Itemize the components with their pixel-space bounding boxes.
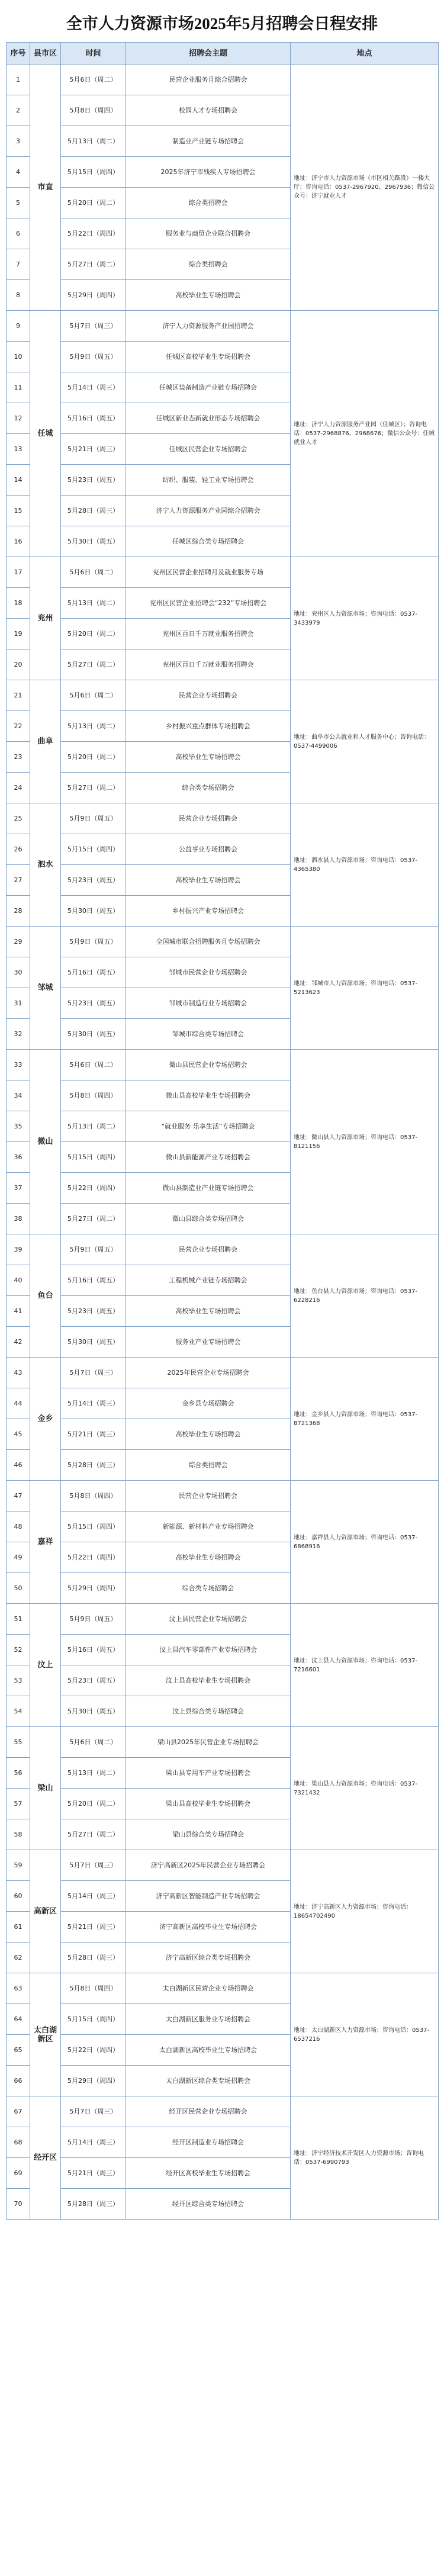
time-cell: 5月7日（周三） bbox=[61, 1850, 126, 1881]
time-cell: 5月23日（周五） bbox=[61, 865, 126, 896]
row-number: 21 bbox=[7, 680, 30, 711]
topic-cell: 太白湖新区服务业专场招聘会 bbox=[126, 2004, 291, 2035]
address-cell: 地址：微山县人力资源市场；咨询电话：0537-8121156 bbox=[291, 1050, 439, 1234]
topic-cell: 邹城市民营企业专场招聘会 bbox=[126, 957, 291, 988]
table-row bbox=[7, 65, 439, 95]
topic-cell: 民营企业专场招聘会 bbox=[126, 803, 291, 834]
table-row bbox=[7, 2096, 439, 2127]
topic-cell: 纺织、服装、轻工业专场招聘会 bbox=[126, 465, 291, 496]
time-cell: 5月23日（周五） bbox=[61, 1296, 126, 1327]
time-cell: 5月9日（周五） bbox=[61, 1604, 126, 1635]
time-cell: 5月28日（周三） bbox=[61, 2189, 126, 2220]
time-cell: 5月9日（周五） bbox=[61, 342, 126, 372]
topic-cell: 汶上县汽车零部件产业专场招聘会 bbox=[126, 1635, 291, 1665]
table-row bbox=[7, 311, 439, 342]
row-number: 19 bbox=[7, 619, 30, 649]
row-number: 54 bbox=[7, 1696, 30, 1727]
time-cell: 5月9日（周五） bbox=[61, 927, 126, 957]
topic-cell: 任城区民营企业专场招聘会 bbox=[126, 434, 291, 465]
time-cell: 5月14日（周三） bbox=[61, 1388, 126, 1419]
topic-cell: 2025年民营企业专场招聘会 bbox=[126, 1358, 291, 1388]
time-cell: 5月8日（周四） bbox=[61, 1973, 126, 2004]
address-cell: 地址：嘉祥县人力资源市场；咨询电话：0537-6868916 bbox=[291, 1481, 439, 1604]
topic-cell: 任城区新业态新就业形态专场招聘会 bbox=[126, 403, 291, 434]
time-cell: 5月16日（周五） bbox=[61, 403, 126, 434]
header-county: 县市区 bbox=[30, 43, 61, 65]
row-number: 62 bbox=[7, 1943, 30, 1973]
time-cell: 5月23日（周五） bbox=[61, 988, 126, 1019]
time-cell: 5月20日（周二） bbox=[61, 1789, 126, 1819]
topic-cell: 梁山县2025年民营企业专场招聘会 bbox=[126, 1727, 291, 1758]
topic-cell: 太白湖新区综合类专场招聘会 bbox=[126, 2066, 291, 2096]
row-number: 13 bbox=[7, 434, 30, 465]
address-cell: 地址：梁山县人力资源市场；咨询电话：0537-7321432 bbox=[291, 1727, 439, 1850]
row-number: 64 bbox=[7, 2004, 30, 2035]
row-number: 67 bbox=[7, 2096, 30, 2127]
topic-cell: 金乡县专场招聘会 bbox=[126, 1388, 291, 1419]
time-cell: 5月22日（周四） bbox=[61, 1542, 126, 1573]
time-cell: 5月14日（周三） bbox=[61, 2127, 126, 2158]
address-cell: 地址：汶上县人力资源市场；咨询电话：0537-7216601 bbox=[291, 1604, 439, 1727]
topic-cell: 梁山县综合类专场招聘会 bbox=[126, 1819, 291, 1850]
table-row bbox=[7, 1358, 439, 1388]
topic-cell: 高校毕业生专场招聘会 bbox=[126, 742, 291, 773]
row-number: 3 bbox=[7, 126, 30, 157]
time-cell: 5月30日（周五） bbox=[61, 526, 126, 557]
row-number: 9 bbox=[7, 311, 30, 342]
row-number: 24 bbox=[7, 773, 30, 803]
time-cell: 5月16日（周五） bbox=[61, 1635, 126, 1665]
topic-cell: 济宁高新区高校毕业生专场招聘会 bbox=[126, 1912, 291, 1943]
topic-cell: 高校毕业生专场招聘会 bbox=[126, 280, 291, 311]
topic-cell: 校园人才专场招聘会 bbox=[126, 95, 291, 126]
county-cell: 梁山 bbox=[30, 1727, 61, 1850]
topic-cell: 兖州区民营企业招聘会“232”专场招聘会 bbox=[126, 588, 291, 619]
table-row bbox=[7, 1050, 439, 1080]
row-number: 31 bbox=[7, 988, 30, 1019]
address-cell: 地址：泗水县人力资源市场；咨询电话：0537-4365380 bbox=[291, 803, 439, 927]
time-cell: 5月15日（周四） bbox=[61, 834, 126, 865]
time-cell: 5月28日（周三） bbox=[61, 1450, 126, 1481]
row-number: 66 bbox=[7, 2066, 30, 2096]
topic-cell: 汶上县综合类专场招聘会 bbox=[126, 1696, 291, 1727]
time-cell: 5月28日（周三） bbox=[61, 1943, 126, 1973]
topic-cell: 新能源、新材料产业专场招聘会 bbox=[126, 1511, 291, 1542]
time-cell: 5月9日（周五） bbox=[61, 803, 126, 834]
row-number: 28 bbox=[7, 896, 30, 927]
time-cell: 5月20日（周二） bbox=[61, 742, 126, 773]
time-cell: 5月6日（周二） bbox=[61, 1050, 126, 1080]
time-cell: 5月16日（周五） bbox=[61, 1265, 126, 1296]
row-number: 69 bbox=[7, 2158, 30, 2189]
county-cell: 任城 bbox=[30, 311, 61, 557]
time-cell: 5月20日（周二） bbox=[61, 619, 126, 649]
header-time: 时间 bbox=[61, 43, 126, 65]
topic-cell: 工程机械产业链专场招聘会 bbox=[126, 1265, 291, 1296]
time-cell: 5月29日（周四） bbox=[61, 1573, 126, 1604]
time-cell: 5月27日（周二） bbox=[61, 1819, 126, 1850]
row-number: 17 bbox=[7, 557, 30, 588]
topic-cell: 任城区综合类专场招聘会 bbox=[126, 526, 291, 557]
topic-cell: 太白湖新区高校毕业生专场招聘会 bbox=[126, 2035, 291, 2066]
county-cell: 微山 bbox=[30, 1050, 61, 1234]
time-cell: 5月13日（周二） bbox=[61, 588, 126, 619]
time-cell: 5月8日（周四） bbox=[61, 1080, 126, 1111]
county-cell: 金乡 bbox=[30, 1358, 61, 1481]
time-cell: 5月7日（周三） bbox=[61, 2096, 126, 2127]
address-cell: 地址：兖州区人力资源市场；咨询电话：0537-3433979 bbox=[291, 557, 439, 680]
time-cell: 5月6日（周二） bbox=[61, 680, 126, 711]
row-number: 52 bbox=[7, 1635, 30, 1665]
topic-cell: 民营企业专场招聘会 bbox=[126, 1234, 291, 1265]
time-cell: 5月20日（周二） bbox=[61, 188, 126, 218]
row-number: 11 bbox=[7, 372, 30, 403]
topic-cell: 经开区民营企业专场招聘会 bbox=[126, 2096, 291, 2127]
time-cell: 5月6日（周二） bbox=[61, 557, 126, 588]
row-number: 41 bbox=[7, 1296, 30, 1327]
topic-cell: 综合类招聘会 bbox=[126, 1450, 291, 1481]
address-cell: 地址：济宁市人力资源市场（市区相关路段）一楼大厅；咨询电话：0537-2967920、2967936；微信公众号：济宁就业人才 bbox=[291, 65, 439, 311]
time-cell: 5月22日（周四） bbox=[61, 218, 126, 249]
time-cell: 5月13日（周二） bbox=[61, 1758, 126, 1789]
topic-cell: 服务业与商贸企业联合招聘会 bbox=[126, 218, 291, 249]
time-cell: 5月30日（周五） bbox=[61, 1019, 126, 1050]
county-cell: 兖州 bbox=[30, 557, 61, 680]
table-row bbox=[7, 927, 439, 957]
row-number: 60 bbox=[7, 1881, 30, 1912]
time-cell: 5月21日（周三） bbox=[61, 1419, 126, 1450]
row-number: 10 bbox=[7, 342, 30, 372]
topic-cell: 邹城市综合类专场招聘会 bbox=[126, 1019, 291, 1050]
table-row bbox=[7, 803, 439, 834]
row-number: 51 bbox=[7, 1604, 30, 1635]
address-cell: 地址：金乡县人力资源市场；咨询电话：0537-8721368 bbox=[291, 1358, 439, 1481]
row-number: 68 bbox=[7, 2127, 30, 2158]
topic-cell: “就业服务 乐享生活”专场招聘会 bbox=[126, 1111, 291, 1142]
topic-cell: 太白湖新区民营企业专场招聘会 bbox=[126, 1973, 291, 2004]
row-number: 50 bbox=[7, 1573, 30, 1604]
address-cell: 地址：曲阜市公共就业和人才服务中心；咨询电话：0537-4499006 bbox=[291, 680, 439, 803]
table-row bbox=[7, 1727, 439, 1758]
county-cell: 曲阜 bbox=[30, 680, 61, 803]
row-number: 20 bbox=[7, 649, 30, 680]
row-number: 15 bbox=[7, 496, 30, 526]
row-number: 65 bbox=[7, 2035, 30, 2066]
row-number: 70 bbox=[7, 2189, 30, 2220]
row-number: 37 bbox=[7, 1173, 30, 1204]
topic-cell: 高校毕业生专场招聘会 bbox=[126, 1296, 291, 1327]
table-header-row bbox=[7, 43, 439, 65]
row-number: 29 bbox=[7, 927, 30, 957]
topic-cell: 乡村振兴产业专场招聘会 bbox=[126, 896, 291, 927]
topic-cell: 全国城市联合招聘服务月专场招聘会 bbox=[126, 927, 291, 957]
county-cell: 嘉祥 bbox=[30, 1481, 61, 1604]
row-number: 55 bbox=[7, 1727, 30, 1758]
topic-cell: 邹城市制造行业专场招聘会 bbox=[126, 988, 291, 1019]
time-cell: 5月13日（周二） bbox=[61, 1111, 126, 1142]
address-cell: 地址：济宁人力资源服务产业园（任城区）；咨询电话：0537-2968876、2968676；微信公众号：任城就业人才 bbox=[291, 311, 439, 557]
table-row bbox=[7, 1973, 439, 2004]
topic-cell: 微山县高校毕业生专场招聘会 bbox=[126, 1080, 291, 1111]
county-cell: 鱼台 bbox=[30, 1234, 61, 1358]
topic-cell: 兖州区百日千万就业服务招聘会 bbox=[126, 619, 291, 649]
time-cell: 5月14日（周三） bbox=[61, 1881, 126, 1912]
time-cell: 5月15日（周四） bbox=[61, 2004, 126, 2035]
topic-cell: 2025年济宁市残疾人专场招聘会 bbox=[126, 157, 291, 188]
time-cell: 5月22日（周四） bbox=[61, 2035, 126, 2066]
county-cell: 太白湖新区 bbox=[30, 1973, 61, 2096]
row-number: 14 bbox=[7, 465, 30, 496]
time-cell: 5月30日（周五） bbox=[61, 1696, 126, 1727]
row-number: 56 bbox=[7, 1758, 30, 1789]
topic-cell: 任城区高校毕业生专场招聘会 bbox=[126, 342, 291, 372]
row-number: 2 bbox=[7, 95, 30, 126]
time-cell: 5月7日（周三） bbox=[61, 1358, 126, 1388]
address-cell: 地址：济宁高新区人力资源市场；咨询电话：18654702490 bbox=[291, 1850, 439, 1973]
topic-cell: 高校毕业生专场招聘会 bbox=[126, 865, 291, 896]
row-number: 12 bbox=[7, 403, 30, 434]
page-title: 全市人力资源市场2025年5月招聘会日程安排 bbox=[66, 15, 378, 33]
topic-cell: 制造业产业链专场招聘会 bbox=[126, 126, 291, 157]
county-cell: 经开区 bbox=[30, 2096, 61, 2220]
time-cell: 5月16日（周五） bbox=[61, 957, 126, 988]
topic-cell: 微山县新能源产业专场招聘会 bbox=[126, 1142, 291, 1173]
row-number: 32 bbox=[7, 1019, 30, 1050]
row-number: 8 bbox=[7, 280, 30, 311]
topic-cell: 济宁高新区智能制造产业专场招聘会 bbox=[126, 1881, 291, 1912]
topic-cell: 兖州区民营企业招聘月及就业服务专场 bbox=[126, 557, 291, 588]
header-topic: 招聘会主题 bbox=[126, 43, 291, 65]
table-row bbox=[7, 1850, 439, 1881]
time-cell: 5月9日（周五） bbox=[61, 1234, 126, 1265]
row-number: 45 bbox=[7, 1419, 30, 1450]
schedule-body bbox=[7, 65, 439, 2220]
topic-cell: 公益事业专场招聘会 bbox=[126, 834, 291, 865]
topic-cell: 高校毕业生专场招聘会 bbox=[126, 1419, 291, 1450]
address-cell: 地址：济宁经济技术开发区人力资源市场；咨询电话：0537-6990793 bbox=[291, 2096, 439, 2220]
row-number: 39 bbox=[7, 1234, 30, 1265]
table-row bbox=[7, 680, 439, 711]
time-cell: 5月8日（周四） bbox=[61, 95, 126, 126]
time-cell: 5月22日（周四） bbox=[61, 1173, 126, 1204]
topic-cell: 汶上县高校毕业生专场招聘会 bbox=[126, 1665, 291, 1696]
address-cell: 地址：邹城市人力资源市场；咨询电话：0537-5213623 bbox=[291, 927, 439, 1050]
topic-cell: 综合类招聘会 bbox=[126, 188, 291, 218]
topic-cell: 民营企业专场招聘会 bbox=[126, 680, 291, 711]
time-cell: 5月29日（周四） bbox=[61, 280, 126, 311]
address-cell: 地址：太白湖新区人力资源市场；咨询电话：0537-6537216 bbox=[291, 1973, 439, 2096]
row-number: 5 bbox=[7, 188, 30, 218]
row-number: 44 bbox=[7, 1388, 30, 1419]
topic-cell: 综合类专场招聘会 bbox=[126, 773, 291, 803]
topic-cell: 经开区综合类专场招聘会 bbox=[126, 2189, 291, 2220]
topic-cell: 民营企业服务月综合招聘会 bbox=[126, 65, 291, 95]
time-cell: 5月27日（周二） bbox=[61, 1204, 126, 1234]
topic-cell: 梁山县高校毕业生专场招聘会 bbox=[126, 1789, 291, 1819]
row-number: 58 bbox=[7, 1819, 30, 1850]
county-cell: 高新区 bbox=[30, 1850, 61, 1973]
topic-cell: 高校毕业生专场招聘会 bbox=[126, 1542, 291, 1573]
time-cell: 5月14日（周三） bbox=[61, 372, 126, 403]
row-number: 33 bbox=[7, 1050, 30, 1080]
time-cell: 5月27日（周二） bbox=[61, 649, 126, 680]
topic-cell: 服务业产业专场招聘会 bbox=[126, 1327, 291, 1358]
row-number: 16 bbox=[7, 526, 30, 557]
time-cell: 5月30日（周五） bbox=[61, 896, 126, 927]
time-cell: 5月23日（周五） bbox=[61, 465, 126, 496]
table-row bbox=[7, 1234, 439, 1265]
time-cell: 5月30日（周五） bbox=[61, 1327, 126, 1358]
time-cell: 5月21日（周三） bbox=[61, 1912, 126, 1943]
topic-cell: 济宁高新区2025年民营企业专场招聘会 bbox=[126, 1850, 291, 1881]
time-cell: 5月6日（周二） bbox=[61, 1727, 126, 1758]
topic-cell: 兖州区百日千万就业服务招聘会 bbox=[126, 649, 291, 680]
topic-cell: 微山县综合类专场招聘会 bbox=[126, 1204, 291, 1234]
topic-cell: 综合类专场招聘会 bbox=[126, 1573, 291, 1604]
time-cell: 5月15日（周四） bbox=[61, 157, 126, 188]
topic-cell: 任城区装备制造产业链专场招聘会 bbox=[126, 372, 291, 403]
row-number: 63 bbox=[7, 1973, 30, 2004]
row-number: 26 bbox=[7, 834, 30, 865]
time-cell: 5月15日（周四） bbox=[61, 1511, 126, 1542]
topic-cell: 济宁人力资源服务产业园招聘会 bbox=[126, 311, 291, 342]
time-cell: 5月13日（周二） bbox=[61, 711, 126, 742]
county-cell: 市直 bbox=[30, 65, 61, 311]
table-row bbox=[7, 1481, 439, 1511]
row-number: 53 bbox=[7, 1665, 30, 1696]
row-number: 49 bbox=[7, 1542, 30, 1573]
time-cell: 5月21日（周三） bbox=[61, 2158, 126, 2189]
row-number: 18 bbox=[7, 588, 30, 619]
row-number: 48 bbox=[7, 1511, 30, 1542]
county-cell: 邹城 bbox=[30, 927, 61, 1050]
row-number: 22 bbox=[7, 711, 30, 742]
time-cell: 5月8日（周四） bbox=[61, 1481, 126, 1511]
row-number: 25 bbox=[7, 803, 30, 834]
row-number: 42 bbox=[7, 1327, 30, 1358]
table-row bbox=[7, 557, 439, 588]
row-number: 4 bbox=[7, 157, 30, 188]
topic-cell: 微山县民营企业专场招聘会 bbox=[126, 1050, 291, 1080]
topic-cell: 经开区制造业专场招聘会 bbox=[126, 2127, 291, 2158]
topic-cell: 综合类招聘会 bbox=[126, 249, 291, 280]
topic-cell: 济宁人力资源服务产业园综合招聘会 bbox=[126, 496, 291, 526]
row-number: 6 bbox=[7, 218, 30, 249]
topic-cell: 经开区高校毕业生专场招聘会 bbox=[126, 2158, 291, 2189]
row-number: 47 bbox=[7, 1481, 30, 1511]
row-number: 34 bbox=[7, 1080, 30, 1111]
row-number: 46 bbox=[7, 1450, 30, 1481]
county-cell: 汶上 bbox=[30, 1604, 61, 1727]
row-number: 38 bbox=[7, 1204, 30, 1234]
topic-cell: 民营企业专场招聘会 bbox=[126, 1481, 291, 1511]
row-number: 40 bbox=[7, 1265, 30, 1296]
row-number: 59 bbox=[7, 1850, 30, 1881]
header-no: 序号 bbox=[7, 43, 30, 65]
topic-cell: 汶上县民营企业专场招聘会 bbox=[126, 1604, 291, 1635]
time-cell: 5月13日（周二） bbox=[61, 126, 126, 157]
schedule-table bbox=[6, 42, 439, 2220]
row-number: 35 bbox=[7, 1111, 30, 1142]
row-number: 1 bbox=[7, 65, 30, 95]
time-cell: 5月23日（周五） bbox=[61, 1665, 126, 1696]
header-address: 地点 bbox=[291, 43, 439, 65]
table-row bbox=[7, 1604, 439, 1635]
topic-cell: 梁山县专用车产业专场招聘会 bbox=[126, 1758, 291, 1789]
row-number: 27 bbox=[7, 865, 30, 896]
time-cell: 5月27日（周二） bbox=[61, 773, 126, 803]
county-cell: 泗水 bbox=[30, 803, 61, 927]
time-cell: 5月7日（周三） bbox=[61, 311, 126, 342]
row-number: 30 bbox=[7, 957, 30, 988]
topic-cell: 济宁高新区综合类专场招聘会 bbox=[126, 1943, 291, 1973]
topic-cell: 微山县制造业产业链专场招聘会 bbox=[126, 1173, 291, 1204]
row-number: 7 bbox=[7, 249, 30, 280]
time-cell: 5月29日（周四） bbox=[61, 2066, 126, 2096]
row-number: 43 bbox=[7, 1358, 30, 1388]
row-number: 23 bbox=[7, 742, 30, 773]
time-cell: 5月15日（周四） bbox=[61, 1142, 126, 1173]
time-cell: 5月21日（周三） bbox=[61, 434, 126, 465]
time-cell: 5月6日（周二） bbox=[61, 65, 126, 95]
time-cell: 5月27日（周二） bbox=[61, 249, 126, 280]
row-number: 61 bbox=[7, 1912, 30, 1943]
row-number: 36 bbox=[7, 1142, 30, 1173]
time-cell: 5月28日（周三） bbox=[61, 496, 126, 526]
row-number: 57 bbox=[7, 1789, 30, 1819]
address-cell: 地址：鱼台县人力资源市场；咨询电话：0537-6228216 bbox=[291, 1234, 439, 1358]
topic-cell: 乡村振兴重点群体专场招聘会 bbox=[126, 711, 291, 742]
